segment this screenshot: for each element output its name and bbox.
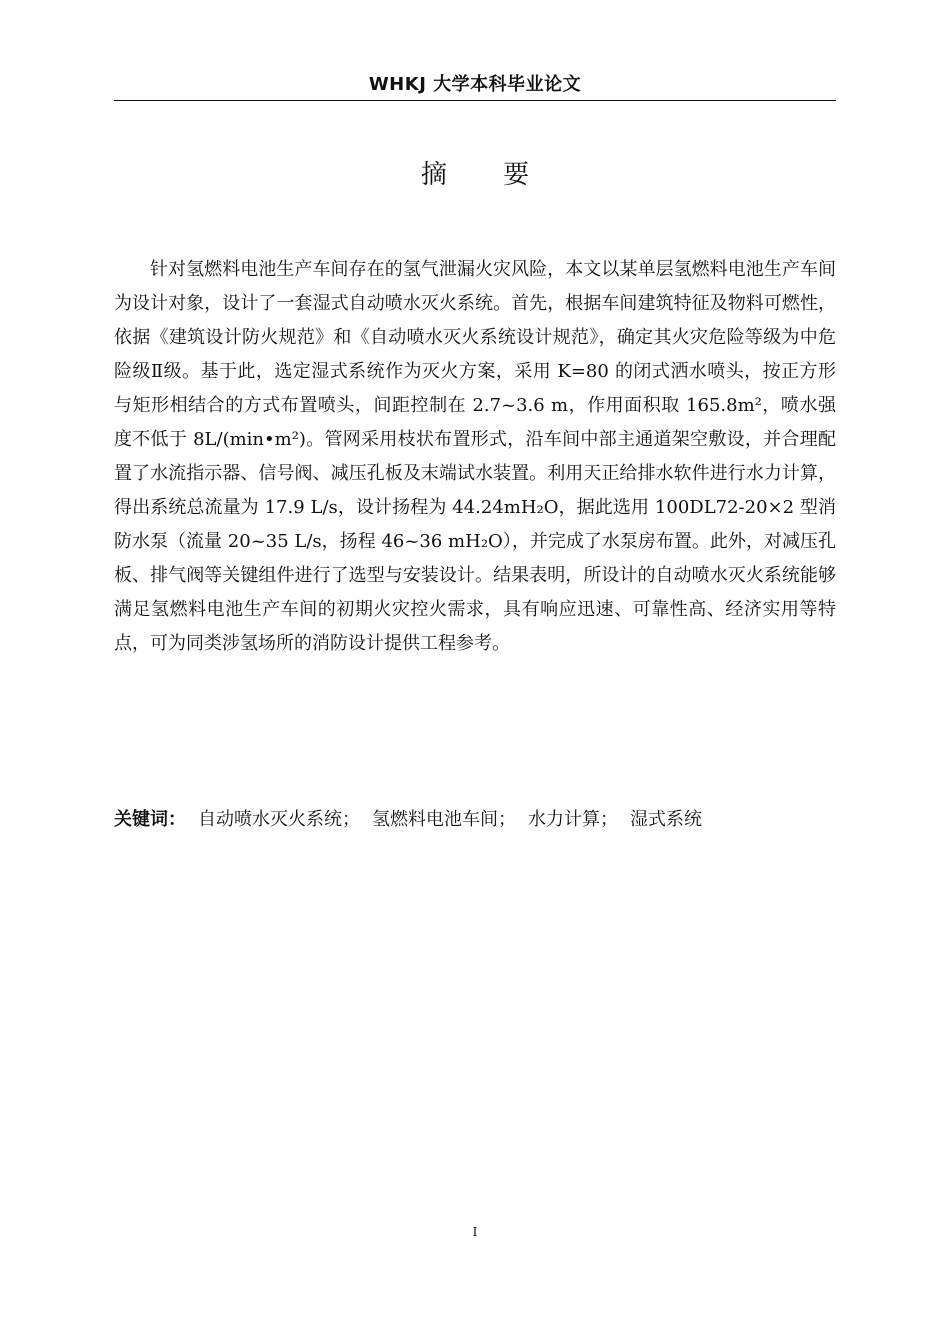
page-title: 摘 要 xyxy=(420,160,554,190)
keyword-item: 氢燃料电池车间； xyxy=(372,809,516,830)
header-divider xyxy=(114,100,836,101)
page-header: WHKJ 大学本科毕业论文 xyxy=(368,74,582,95)
keywords-label: 关键词： xyxy=(114,809,186,830)
keyword-item: 水力计算； xyxy=(528,809,618,830)
abstract-paragraph: 针对氢燃料电池生产车间存在的氢气泄漏火灾风险，本文以某单层氢燃料电池生产车间为设计对象，设计了一套湿式自动喷水灭火系统。首先，根据车间建筑特征及物料可燃性，依据《建筑设计防火规范》和《自动喷水灭火系统设计规范》，确定其火灾危险等级为中危险级Ⅱ级。基于此，选定湿式系统作为灭火方案，采用 K=80 的闭式洒水喷头，按正方形与矩形相结合的方式布置喷头，间距控制在 2.7~3.6 m，作用面积取 165.8m²，喷水强度不低于 8L/(min•m²)。管网采用枝状布置形式，沿车间中部主通道架空敷设，并合理配置了水流指示器、信号阀、减压孔板及末端试水装置。利用天正给排水软件进行水力计算，得出系统总流量为 17.9 L/s，设计扬程为 44.24mH₂O，据此选用 100DL72-20×2 型消防水泵（流量 20~35 L/s，扬程 46~36 mH₂O），并完成了水泵房布置。此外，对减压孔板、排气阀等关键组件进行了选型与安装设计。结果表明，所设计的自动喷水灭火系统能够满足氢燃料电池生产车间的初期火灾控火需求，具有响应迅速、可靠性高、经济实用等特点，可为同类涉氢场所的消防设计提供工程参考。 xyxy=(114,259,836,654)
keywords-line xyxy=(114,803,836,837)
page-number: I xyxy=(472,1225,478,1239)
keyword-item: 湿式系统 xyxy=(630,809,702,830)
keyword-item: 自动喷水灭火系统； xyxy=(198,809,360,830)
